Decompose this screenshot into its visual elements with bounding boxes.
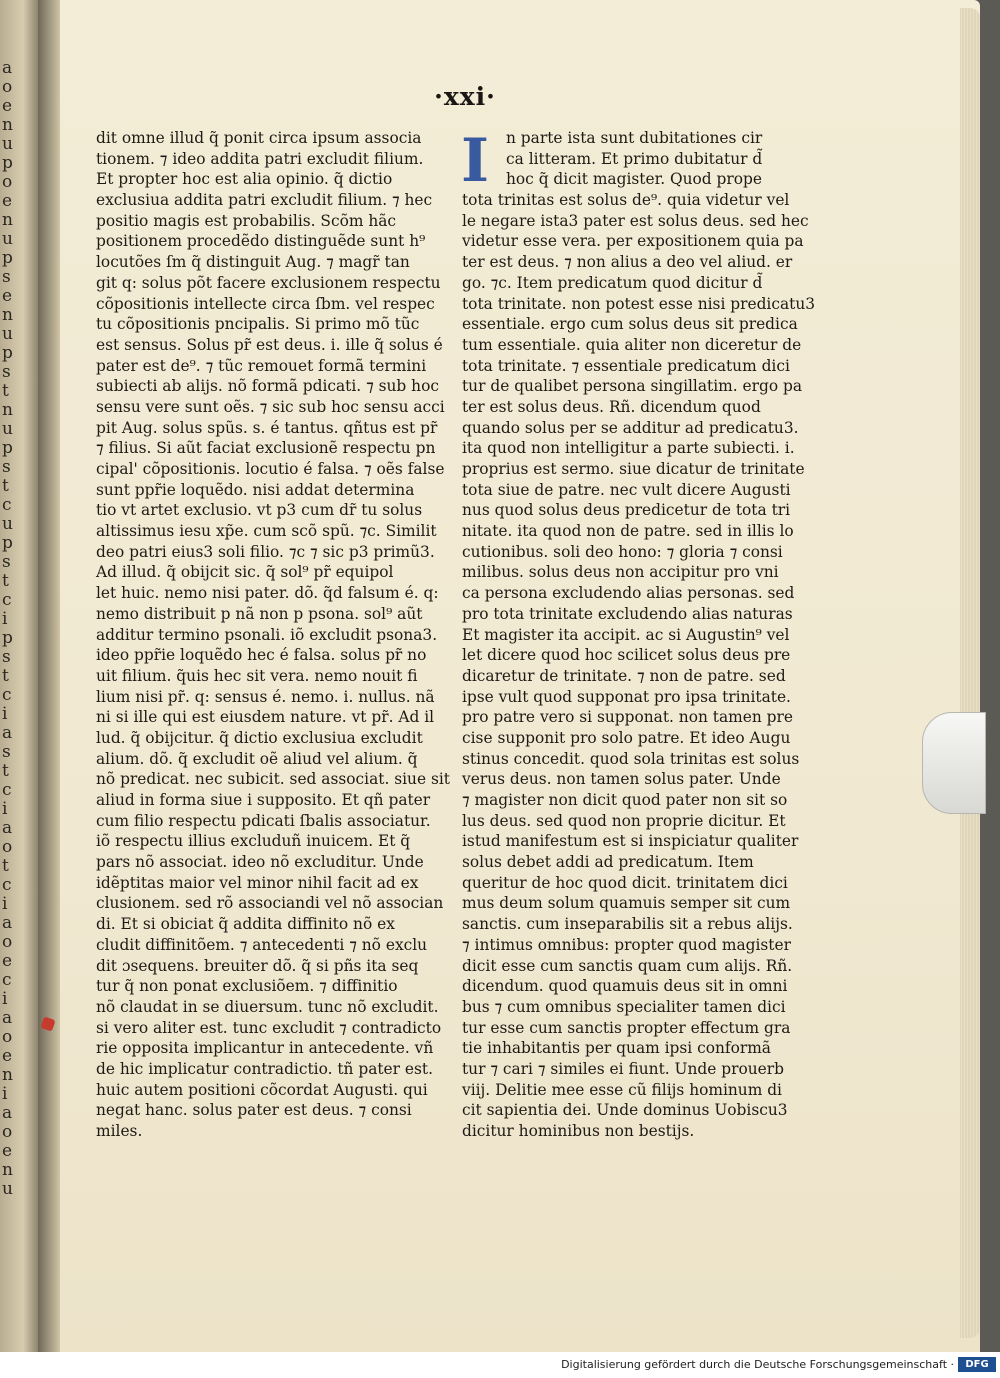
text-line: milibus. solus deus non accipitur pro vni	[462, 563, 779, 582]
facing-page-fragment: e	[2, 96, 13, 116]
text-line: tum essentiale. quia aliter non diceretur de	[462, 335, 802, 354]
facing-page-fragment: e	[2, 951, 13, 971]
text-line: cõpositionis intellecte circa ſbm. vel respec	[96, 294, 435, 313]
facing-page-fragment: c	[2, 875, 12, 895]
facing-page-fragment: c	[2, 590, 12, 610]
facing-page-fragment: p	[2, 533, 13, 553]
facing-page-fragment: a	[2, 913, 13, 933]
text-line: lium nisi pr̃. q: sensus é. nemo. i. nullus. nã	[96, 687, 435, 706]
facing-page-fragment: i	[2, 1084, 8, 1104]
text-line: positionem procedẽdo distinguẽde sunt h⁹	[96, 232, 426, 251]
book-clamp	[922, 712, 986, 814]
facing-page-fragment: p	[2, 248, 13, 268]
facing-page-fragment: s	[2, 552, 11, 572]
text-line: de hic implicatur contradictio. tñ pater est.	[96, 1059, 433, 1078]
text-line: dicaretur de trinitate. ⁊ non de patre. sed	[462, 666, 786, 685]
facing-page-fragment: n	[2, 1065, 13, 1085]
text-line: locutões ſm q̃ distinguit Aug. ⁊ magr̃ tan	[96, 253, 410, 272]
text-line: ca litteram. Et primo dubitatur d̃	[506, 149, 763, 168]
text-line: dit ɔsequens. breuiter dõ. q̃ si pñs ita seq	[96, 956, 419, 975]
folio-number: ·xxi·	[434, 82, 496, 111]
text-line: hoc q̃ dicit magister. Quod prope	[506, 170, 762, 189]
text-line: dicendum. quod quamuis deus sit in omni	[462, 977, 788, 996]
text-line: ⁊ intimus omnibus: propter quod magister	[462, 935, 791, 954]
facing-page-fragment: p	[2, 343, 13, 363]
text-line: additur termino psonali. iõ excludit psona3.	[96, 625, 438, 644]
text-line: positio magis est probabilis. Scõm hãc	[96, 211, 397, 230]
facing-page-fragment: a	[2, 58, 13, 78]
text-line: altissimus iesu xp̃e. cum scõ spũ. ⁊c. Similit	[96, 522, 437, 541]
text-line: aliud in forma siue i supposito. Et qñ pater	[96, 791, 431, 809]
facing-page-fragment: a	[2, 1103, 13, 1123]
facing-page-fragment: u	[2, 419, 13, 439]
text-line: viij. Delitie mee esse cũ filijs hominum di	[462, 1080, 782, 1099]
text-line: nus quod solus deus predicetur de tota tri	[462, 501, 791, 520]
text-line: tota trinitate. non potest esse nisi predicatu3	[462, 294, 816, 313]
text-line: cipal' cõpositionis. locutio é falsa. ⁊ oẽs false	[96, 460, 445, 478]
facing-page-fragment: n	[2, 400, 13, 420]
text-line: negat hanc. solus pater est deus. ⁊ consi	[96, 1101, 412, 1120]
facing-page-fragment: e	[2, 1141, 13, 1161]
text-line: ⁊ filius. Si aũt faciat exclusionẽ respectu pn	[96, 439, 436, 458]
text-line: Et propter hoc est alia opinio. q̃ dictio	[96, 170, 393, 189]
text-line: cum filio respectu pdicati ſbalis associatur.	[96, 811, 431, 830]
text-line: ca persona excludendo alias personas. sed	[462, 584, 795, 603]
facing-page-fragment: s	[2, 362, 11, 382]
text-line: bus ⁊ cum omnibus specialiter tamen dici	[462, 997, 786, 1016]
text-line: sanctis. cum inseparabilis sit a rebus alijs.	[462, 915, 793, 934]
text-line: Ad illud. q̃ obijcit sic. q̃ sol⁹ pr̃ equipol	[96, 563, 394, 582]
text-line: rie opposita implicantur in antecedente. vñ	[96, 1039, 434, 1058]
text-line: tur de qualibet persona singillatim. ergo pa	[462, 377, 802, 396]
facing-page-fragment: s	[2, 267, 11, 287]
text-line: tie inhabitantis per quam ipsi conformã	[462, 1039, 771, 1058]
text-line: iõ respectu illius excluduñ inuicem. Et q̃	[96, 832, 411, 851]
text-line: cutionibus. soli deo hono: ⁊ gloria ⁊ consi	[462, 542, 783, 561]
facing-page-fragment: p	[2, 438, 13, 458]
text-line: verus deus. non tamen solus pater. Unde	[462, 770, 781, 789]
facing-page-fragment: t	[2, 571, 9, 591]
text-line: tota trinitas est solus de⁹. quia videtur vel	[462, 191, 790, 210]
text-line: go. ⁊c. Item predicatum quod dicitur d̃	[462, 273, 763, 292]
facing-page-fragment: n	[2, 115, 13, 135]
text-line: si vero aliter est. tunc excludit ⁊ contradicto	[96, 1018, 442, 1037]
facing-page-fragment: e	[2, 286, 13, 306]
text-line: ideo ppr̃ie loquẽdo hec é falsa. solus pr̃ no	[96, 646, 427, 665]
facing-page-fragment: o	[2, 1122, 13, 1142]
facing-page-fragment: a	[2, 1008, 13, 1028]
text-line: git q: solus põt facere exclusionem respectu	[96, 273, 441, 292]
text-line: cit sapientia dei. Unde dominus Uobiscu3	[462, 1101, 788, 1120]
text-line: dit omne illud q̃ ponit circa ipsum associa	[96, 129, 422, 147]
text-line: n parte ista sunt dubitationes cir	[506, 129, 763, 147]
facing-page-fragment: u	[2, 1179, 13, 1199]
text-line: queritur de hoc quod dicit. trinitatem dici	[462, 873, 788, 892]
text-line: ipse vult quod supponat pro ipsa trinitate.	[462, 687, 791, 706]
facing-page-fragment: u	[2, 134, 13, 154]
facing-page-fragment: a	[2, 723, 13, 743]
text-line: essentiale. ergo cum solus deus sit predica	[462, 315, 798, 334]
text-line: uit filium. q̃uis hec sit vera. nemo nouit fi	[96, 666, 418, 685]
facing-page-fragment: u	[2, 229, 13, 249]
facing-page-fragment: i	[2, 609, 8, 629]
text-line: dicit esse cum sanctis quam cum alijs. Rñ.	[462, 956, 793, 975]
text-line: stinus concedit. quod sola trinitas est solus	[462, 749, 800, 768]
text-line: istud manifestum est si inspiciatur qualiter	[462, 832, 799, 851]
text-line: tota siue de patre. nec vult dicere Augusti	[462, 480, 791, 499]
facing-page-fragment: a	[2, 818, 13, 838]
text-line: let dicere quod hoc scilicet solus deus pre	[462, 646, 791, 665]
text-line: nõ predicat. nec subicit. sed associat. siue sit	[96, 770, 450, 789]
decorated-initial: I	[461, 126, 490, 196]
facing-page-fragment: p	[2, 628, 13, 648]
facing-page-fragment: u	[2, 514, 13, 534]
text-line: le negare ista3 pater est solus deus. sed hec	[462, 211, 809, 230]
facing-page-fragment: n	[2, 210, 13, 230]
facing-page-fragment: c	[2, 970, 12, 990]
facing-page-fragment: s	[2, 457, 11, 477]
text-line: Et magister ita accipit. ac si Augustin⁹ vel	[462, 625, 790, 644]
text-line: miles.	[96, 1122, 143, 1140]
text-line: ⁊ magister non dicit quod pater non sit so	[462, 791, 788, 809]
facing-page-fragment: s	[2, 742, 11, 762]
left-text-column	[96, 128, 450, 1142]
text-line: subiecti ab alijs. nõ formã pdicati. ⁊ sub hoc	[96, 377, 439, 396]
page-stack-edge	[960, 8, 980, 1338]
facing-page-fragment: t	[2, 856, 9, 876]
text-line: let huic. nemo nisi pater. dõ. q̃d falsum é. q:	[96, 584, 439, 603]
text-line: videtur esse vera. per expositionem quia pa	[462, 232, 804, 251]
facing-page-fragment: o	[2, 837, 13, 857]
text-line: ita quod non intelligitur a parte subiecti. i.	[462, 439, 795, 458]
text-line: quando solus per se additur ad predicatu3.	[462, 418, 799, 437]
text-line: mus deum solum quamuis semper sit cum	[462, 894, 791, 913]
facing-page-fragment: o	[2, 1027, 13, 1047]
facing-page-fragment: e	[2, 191, 13, 211]
facing-page-fragment: u	[2, 324, 13, 344]
right-text-column	[462, 128, 816, 1142]
facing-page-edge	[0, 0, 38, 1352]
facing-page-fragment: p	[2, 153, 13, 173]
text-line: tota trinitate. ⁊ essentiale predicatum dici	[462, 356, 790, 375]
text-line: proprius est sermo. siue dicatur de trinitate	[462, 460, 805, 478]
text-line: clusionem. sed rõ associandi vel nõ associan	[96, 894, 444, 913]
text-line: idẽptitas maior vel minor nihil facit ad ex	[96, 873, 419, 892]
text-line: cise supponit pro solo patre. Et ideo Augu	[462, 728, 791, 747]
text-line: nõ claudat in se diuersum. tunc nõ excludit.	[96, 997, 439, 1016]
text-line: tu cõpositionis pncipalis. Si primo mõ tũc	[96, 315, 420, 334]
text-line: tio vt artet exclusio. vt p3 cum dr̃ tu solus	[96, 501, 423, 520]
facing-page-fragment: i	[2, 894, 8, 914]
text-line: pater est de⁹. ⁊ tũc remouet formã termini	[96, 356, 427, 375]
text-line: lus deus. sed quod non proprie dicitur. Et	[462, 811, 786, 830]
text-line: nitate. ita quod non de patre. sed in illis lo	[462, 522, 794, 541]
facing-page-fragment: t	[2, 761, 9, 781]
facing-page-fragment: e	[2, 1046, 13, 1066]
text-line: dicitur hominibus non bestijs.	[462, 1122, 695, 1140]
text-line: exclusiua addita patri excludit filium. ⁊ hec	[96, 191, 433, 210]
facing-page-fragment: o	[2, 77, 13, 97]
text-line: solus debet addi ad predicatum. Item	[462, 853, 754, 872]
text-line: tur ⁊ cari ⁊ similes ei fiunt. Unde prouerb	[462, 1059, 784, 1078]
text-line: huic autem positioni cõcordat Augusti. qui	[96, 1080, 428, 1099]
facing-page-fragment: c	[2, 495, 12, 515]
text-line: ter est solus deus. Rñ. dicendum quod	[462, 397, 761, 416]
text-line: sunt ppr̃ie loquẽdo. nisi addat determina	[96, 480, 415, 499]
funding-credit: Digitalisierung gefördert durch die Deutsche Forschungsgemeinschaft ·	[561, 1358, 954, 1371]
facing-page-fragment: c	[2, 780, 12, 800]
facing-page-fragment: t	[2, 381, 9, 401]
facing-page-fragment: t	[2, 666, 9, 686]
facing-page-fragment: n	[2, 305, 13, 325]
text-line: ter est deus. ⁊ non alius a deo vel aliud. er	[462, 253, 793, 272]
text-line: ni si ille qui est eiusdem nature. vt pr̃. Ad il	[96, 708, 435, 727]
text-line: est sensus. Solus pr̃ est deus. i. ille q̃ solus é	[96, 335, 443, 354]
text-line: alium. dõ. q̃ excludit oẽ aliud vel alium. q̃	[96, 749, 418, 768]
dfg-logo: DFG	[958, 1357, 996, 1372]
text-line: pro tota trinitate excludendo alias naturas	[462, 604, 793, 623]
text-line: nemo distribuit p nã non p psona. sol⁹ aũt	[96, 604, 423, 623]
text-line: tionem. ⁊ ideo addita patri excludit filium.	[96, 149, 424, 168]
text-line: pit Aug. solus spũs. s. é tantus. qñtus est pr̃	[96, 418, 438, 437]
text-line: di. Et si obiciat q̃ addita diffinito nõ ex	[96, 915, 395, 934]
book-gutter	[38, 0, 60, 1352]
facing-page-fragment: t	[2, 476, 9, 496]
text-line: deo patri eius3 soli filio. ⁊c ⁊ sic p3 primũ3.	[96, 542, 435, 561]
facing-page-fragment: c	[2, 685, 12, 705]
facing-page-fragment: i	[2, 799, 8, 819]
facing-page-fragment: o	[2, 172, 13, 192]
facing-page-fragment: n	[2, 1160, 13, 1180]
facing-page-fragment: s	[2, 647, 11, 667]
text-line: sensu vere sunt oẽs. ⁊ sic sub hoc sensu acci	[96, 397, 445, 416]
text-line: tur q̃ non ponat exclusiõem. ⁊ diffinitio	[96, 977, 398, 996]
text-line: lud. q̃ obijcitur. q̃ dictio exclusiua excludit	[96, 728, 423, 747]
footer-bar	[0, 1352, 1000, 1378]
facing-page-fragment: i	[2, 989, 8, 1009]
text-line: pro patre vero si supponat. non tamen pre	[462, 708, 793, 727]
facing-page-fragment: o	[2, 932, 13, 952]
facing-page-fragment: i	[2, 704, 8, 724]
text-line: pars nõ associat. ideo nõ excluditur. Unde	[96, 853, 424, 872]
text-line: cludit diffinitõem. ⁊ antecedenti ⁊ nõ exclu	[96, 935, 428, 954]
text-line: tur esse cum sanctis propter effectum gra	[462, 1018, 791, 1037]
